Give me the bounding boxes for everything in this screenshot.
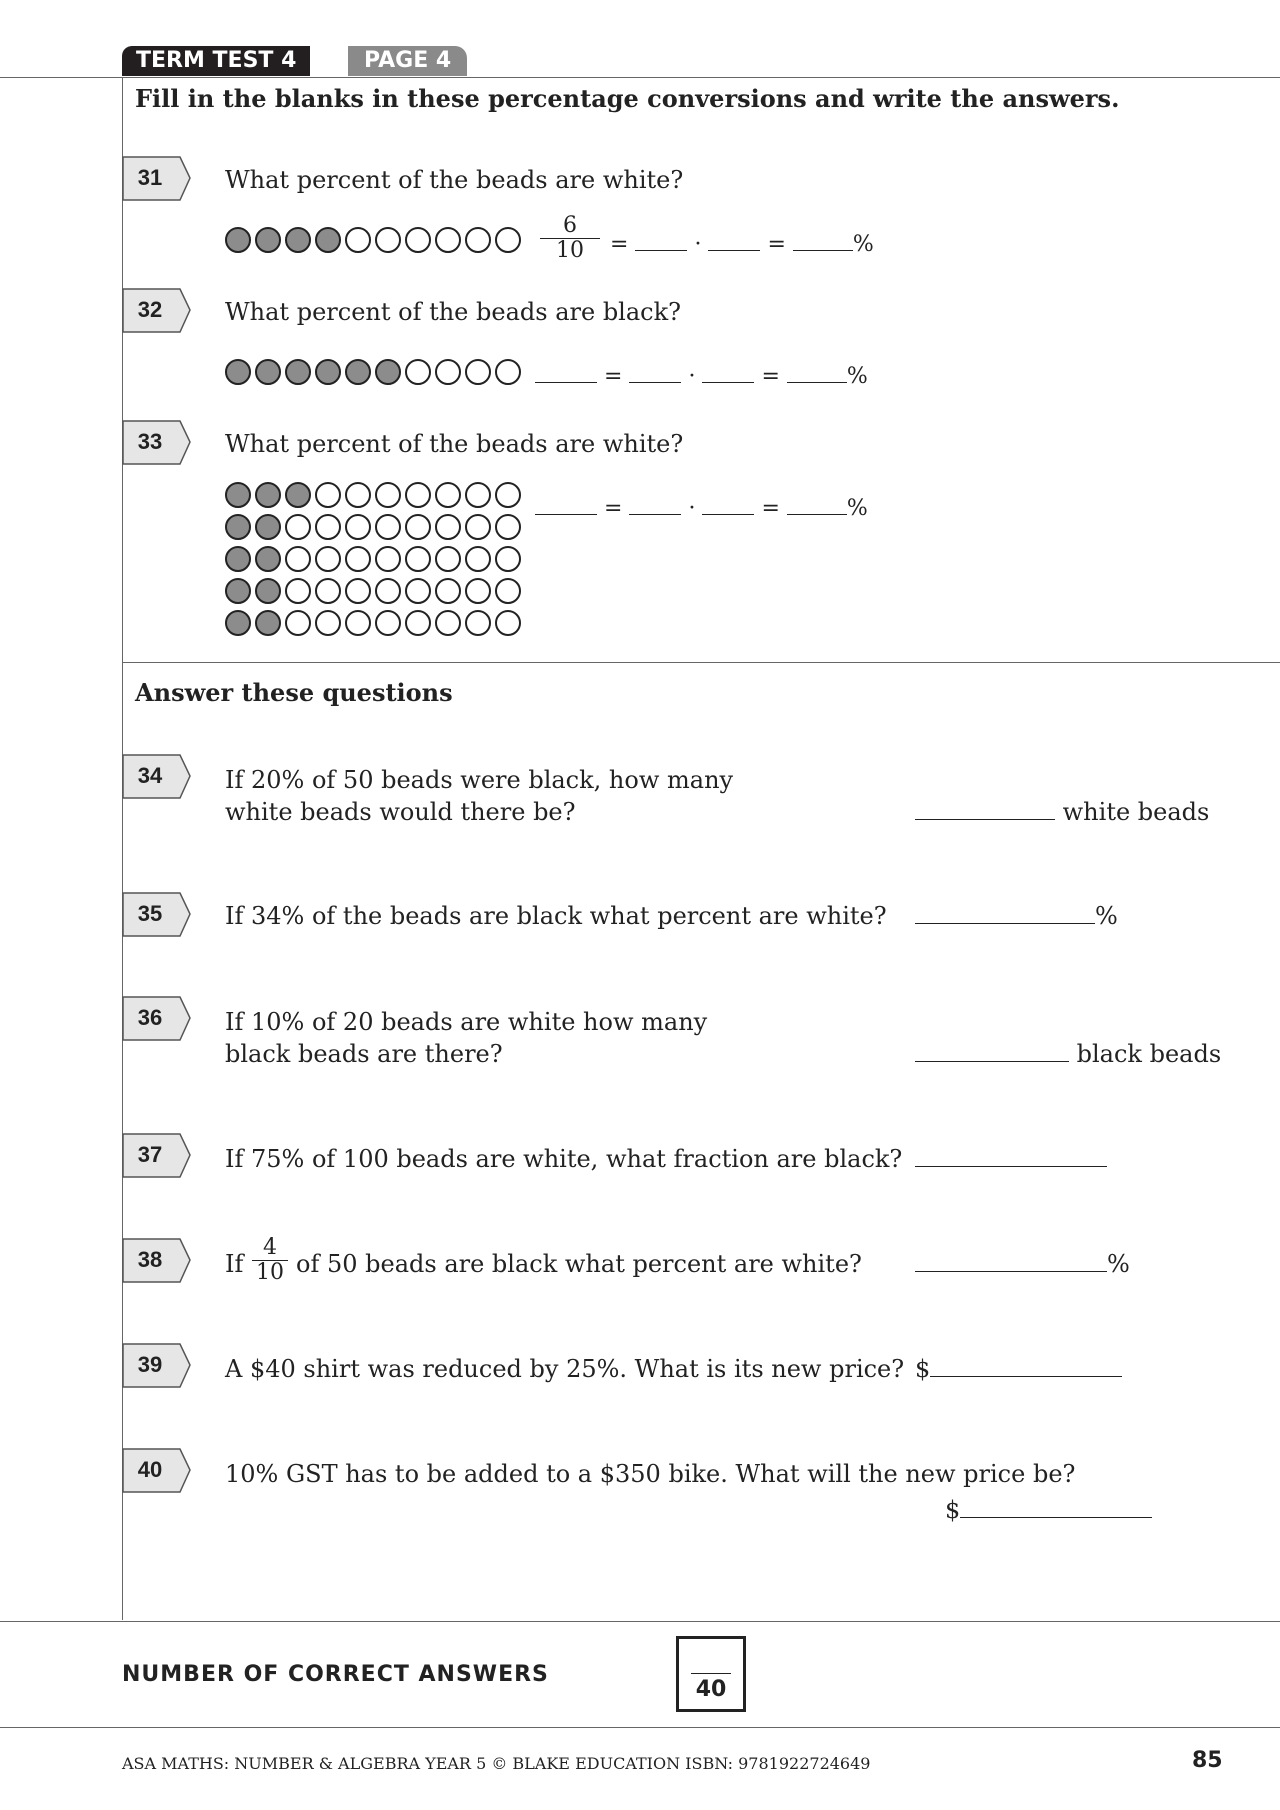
bead-white bbox=[375, 578, 401, 604]
section1-instruction: Fill in the blanks in these percentage conversions and write the answers. bbox=[135, 84, 1120, 113]
question-37-text: If 75% of 100 beads are white, what fraction are black? bbox=[225, 1145, 903, 1173]
fraction-q31 bbox=[540, 214, 600, 263]
bead-grey bbox=[285, 482, 311, 508]
bead-white bbox=[465, 482, 491, 508]
decimal-dot: · bbox=[694, 232, 702, 257]
blank-answer[interactable] bbox=[702, 360, 754, 383]
bead-white bbox=[465, 227, 491, 253]
bead-grey bbox=[255, 578, 281, 604]
bead-grey bbox=[225, 482, 251, 508]
section-divider bbox=[122, 662, 1280, 663]
question-38-text: of 50 beads are black what percent are white? bbox=[296, 1250, 862, 1278]
footer-rule-top bbox=[0, 1621, 1280, 1622]
bead-grey bbox=[255, 514, 281, 540]
blank-answer[interactable] bbox=[702, 492, 754, 515]
conversion-q31 bbox=[610, 228, 874, 257]
answer-36 bbox=[915, 1038, 1221, 1070]
bead-white bbox=[435, 227, 461, 253]
bead-white bbox=[345, 610, 371, 636]
answer-suffix: white beads bbox=[1062, 798, 1210, 826]
percent-sign: % bbox=[852, 232, 874, 257]
question-39-text: A $40 shirt was reduced by 25%. What is its new price? bbox=[225, 1355, 905, 1383]
bead-white bbox=[285, 578, 311, 604]
blank-answer[interactable] bbox=[787, 492, 847, 515]
bead-white bbox=[405, 482, 431, 508]
bead-grey bbox=[225, 578, 251, 604]
bead-white bbox=[435, 610, 461, 636]
bead-white bbox=[435, 482, 461, 508]
bead-white bbox=[495, 514, 521, 540]
question-number: 32 bbox=[137, 297, 163, 322]
bead-white bbox=[435, 578, 461, 604]
question-number: 33 bbox=[137, 429, 163, 454]
bead-white bbox=[345, 514, 371, 540]
page-number: 85 bbox=[1192, 1748, 1223, 1773]
answer-40 bbox=[945, 1494, 1152, 1526]
bead-white bbox=[315, 482, 341, 508]
bead-row bbox=[225, 610, 521, 636]
answer-blank[interactable] bbox=[915, 797, 1055, 820]
bead-white bbox=[375, 610, 401, 636]
answer-blank[interactable] bbox=[915, 1144, 1107, 1167]
answer-34 bbox=[915, 796, 1209, 828]
fraction-denominator: 10 bbox=[556, 238, 584, 263]
bead-grey bbox=[225, 546, 251, 572]
bead-white bbox=[405, 578, 431, 604]
bead-grey bbox=[225, 610, 251, 636]
bead-grey bbox=[225, 514, 251, 540]
question-40-text: 10% GST has to be added to a $350 bike. What will the new price be? bbox=[225, 1460, 1076, 1488]
answer-prefix: $ bbox=[945, 1496, 961, 1524]
question-35-text: If 34% of the beads are black what percent are white? bbox=[225, 902, 887, 930]
question-number: 40 bbox=[137, 1457, 163, 1482]
equals-sign: = bbox=[761, 496, 780, 521]
bead-grey bbox=[255, 359, 281, 385]
percent-sign: % bbox=[846, 364, 868, 389]
score-line bbox=[691, 1673, 731, 1674]
answer-suffix: black beads bbox=[1076, 1040, 1222, 1068]
bead-white bbox=[405, 359, 431, 385]
bead-white bbox=[345, 546, 371, 572]
bead-white bbox=[375, 546, 401, 572]
bead-white bbox=[375, 227, 401, 253]
question-number-badge bbox=[122, 1343, 188, 1387]
bead-white bbox=[495, 227, 521, 253]
bead-white bbox=[315, 610, 341, 636]
answer-suffix: % bbox=[1095, 902, 1118, 930]
bead-grid-q33 bbox=[225, 482, 521, 642]
bead-row bbox=[225, 514, 521, 540]
question-number: 34 bbox=[137, 763, 163, 788]
blank-answer[interactable] bbox=[708, 228, 760, 251]
bead-white bbox=[285, 546, 311, 572]
decimal-dot: · bbox=[688, 364, 696, 389]
question-number: 38 bbox=[137, 1247, 163, 1272]
question-number-badge bbox=[122, 1133, 188, 1177]
bead-grey bbox=[315, 227, 341, 253]
footer-rule-bottom bbox=[0, 1727, 1280, 1728]
decimal-dot: · bbox=[688, 496, 696, 521]
bead-white bbox=[405, 546, 431, 572]
bead-white bbox=[345, 578, 371, 604]
bead-white bbox=[465, 578, 491, 604]
equals-sign: = bbox=[610, 232, 629, 257]
question-number-badge bbox=[122, 1448, 188, 1492]
answer-37 bbox=[915, 1143, 1107, 1175]
question-33-text: What percent of the beads are white? bbox=[225, 430, 684, 458]
question-number: 35 bbox=[137, 901, 163, 926]
bead-white bbox=[285, 514, 311, 540]
bead-grey bbox=[255, 610, 281, 636]
question-32-text: What percent of the beads are black? bbox=[225, 298, 682, 326]
bead-grey bbox=[345, 359, 371, 385]
section2-heading: Answer these questions bbox=[135, 678, 453, 707]
bead-grey bbox=[285, 227, 311, 253]
question-34-line1: If 20% of 50 beads were black, how many bbox=[225, 766, 734, 794]
answer-38 bbox=[915, 1248, 1130, 1280]
bead-white bbox=[435, 359, 461, 385]
bead-white bbox=[315, 514, 341, 540]
bead-white bbox=[465, 359, 491, 385]
bead-grey bbox=[255, 546, 281, 572]
score-box[interactable] bbox=[676, 1636, 746, 1712]
bead-white bbox=[435, 514, 461, 540]
question-number-badge bbox=[122, 1238, 188, 1282]
bead-grey bbox=[285, 359, 311, 385]
answer-suffix: % bbox=[1107, 1250, 1130, 1278]
bead-row bbox=[225, 578, 521, 604]
question-number-badge bbox=[122, 288, 188, 332]
bead-white bbox=[375, 514, 401, 540]
question-38-prefix: If bbox=[225, 1250, 244, 1278]
bead-white bbox=[465, 514, 491, 540]
blank-answer[interactable] bbox=[635, 228, 687, 251]
bead-grey bbox=[255, 482, 281, 508]
blank-fraction[interactable] bbox=[535, 360, 597, 383]
term-test-tab: TERM TEST 4 bbox=[122, 46, 310, 76]
bead-row bbox=[225, 482, 521, 508]
percent-sign: % bbox=[846, 496, 868, 521]
bead-grey bbox=[225, 227, 251, 253]
conversion-q32 bbox=[535, 360, 868, 389]
fraction-numerator: 4 bbox=[263, 1235, 277, 1260]
question-31-text: What percent of the beads are white? bbox=[225, 166, 684, 194]
bead-white bbox=[285, 610, 311, 636]
question-number-badge bbox=[122, 892, 188, 936]
question-36-line2: black beads are there? bbox=[225, 1040, 503, 1068]
bead-grey bbox=[255, 227, 281, 253]
blank-fraction[interactable] bbox=[535, 492, 597, 515]
header-rule bbox=[0, 77, 1280, 78]
question-number: 39 bbox=[137, 1352, 163, 1377]
equals-sign: = bbox=[604, 496, 623, 521]
answer-prefix: $ bbox=[915, 1355, 931, 1383]
bead-white bbox=[405, 227, 431, 253]
bead-white bbox=[345, 227, 371, 253]
answer-35 bbox=[915, 900, 1118, 932]
answer-blank[interactable] bbox=[960, 1495, 1152, 1518]
conversion-q33 bbox=[535, 492, 868, 521]
bead-white bbox=[375, 482, 401, 508]
question-number: 36 bbox=[137, 1005, 163, 1030]
blank-answer[interactable] bbox=[629, 492, 681, 515]
copyright-credit: ASA MATHS: NUMBER & ALGEBRA YEAR 5 © BLAKE EDUCATION ISBN: 9781922724649 bbox=[122, 1754, 871, 1773]
bead-grey bbox=[315, 359, 341, 385]
question-36-line1: If 10% of 20 beads are white how many bbox=[225, 1008, 708, 1036]
question-number: 37 bbox=[137, 1142, 163, 1167]
bead-white bbox=[495, 578, 521, 604]
answer-blank[interactable] bbox=[915, 1249, 1107, 1272]
bead-white bbox=[465, 610, 491, 636]
bead-white bbox=[495, 482, 521, 508]
equals-sign: = bbox=[761, 364, 780, 389]
bead-white bbox=[495, 610, 521, 636]
answer-39 bbox=[915, 1353, 1122, 1385]
score-label: NUMBER OF CORRECT ANSWERS bbox=[122, 1662, 549, 1687]
bead-white bbox=[345, 482, 371, 508]
bead-white bbox=[435, 546, 461, 572]
bead-white bbox=[315, 546, 341, 572]
page-tab: PAGE 4 bbox=[348, 46, 467, 76]
fraction-q38 bbox=[252, 1236, 288, 1285]
question-number-badge bbox=[122, 420, 188, 464]
question-34-line2: white beads would there be? bbox=[225, 798, 576, 826]
bead-white bbox=[495, 546, 521, 572]
bead-row-q32 bbox=[225, 359, 521, 385]
question-number: 31 bbox=[137, 165, 163, 190]
bead-grey bbox=[225, 359, 251, 385]
fraction-denominator: 10 bbox=[256, 1260, 284, 1285]
bead-white bbox=[405, 514, 431, 540]
bead-row bbox=[225, 546, 521, 572]
bead-white bbox=[315, 578, 341, 604]
blank-answer[interactable] bbox=[793, 228, 853, 251]
question-number-badge bbox=[122, 996, 188, 1040]
bead-white bbox=[495, 359, 521, 385]
blank-answer[interactable] bbox=[629, 360, 681, 383]
bead-white bbox=[405, 610, 431, 636]
question-number-badge bbox=[122, 754, 188, 798]
bead-row-q31 bbox=[225, 227, 521, 253]
equals-sign: = bbox=[604, 364, 623, 389]
score-total: 40 bbox=[695, 1677, 727, 1702]
answer-blank[interactable] bbox=[915, 1039, 1069, 1062]
equals-sign: = bbox=[767, 232, 786, 257]
bead-grey bbox=[375, 359, 401, 385]
answer-blank[interactable] bbox=[930, 1354, 1122, 1377]
bead-white bbox=[465, 546, 491, 572]
fraction-numerator: 6 bbox=[563, 213, 577, 238]
answer-blank[interactable] bbox=[915, 901, 1095, 924]
blank-answer[interactable] bbox=[787, 360, 847, 383]
question-number-badge bbox=[122, 156, 188, 200]
